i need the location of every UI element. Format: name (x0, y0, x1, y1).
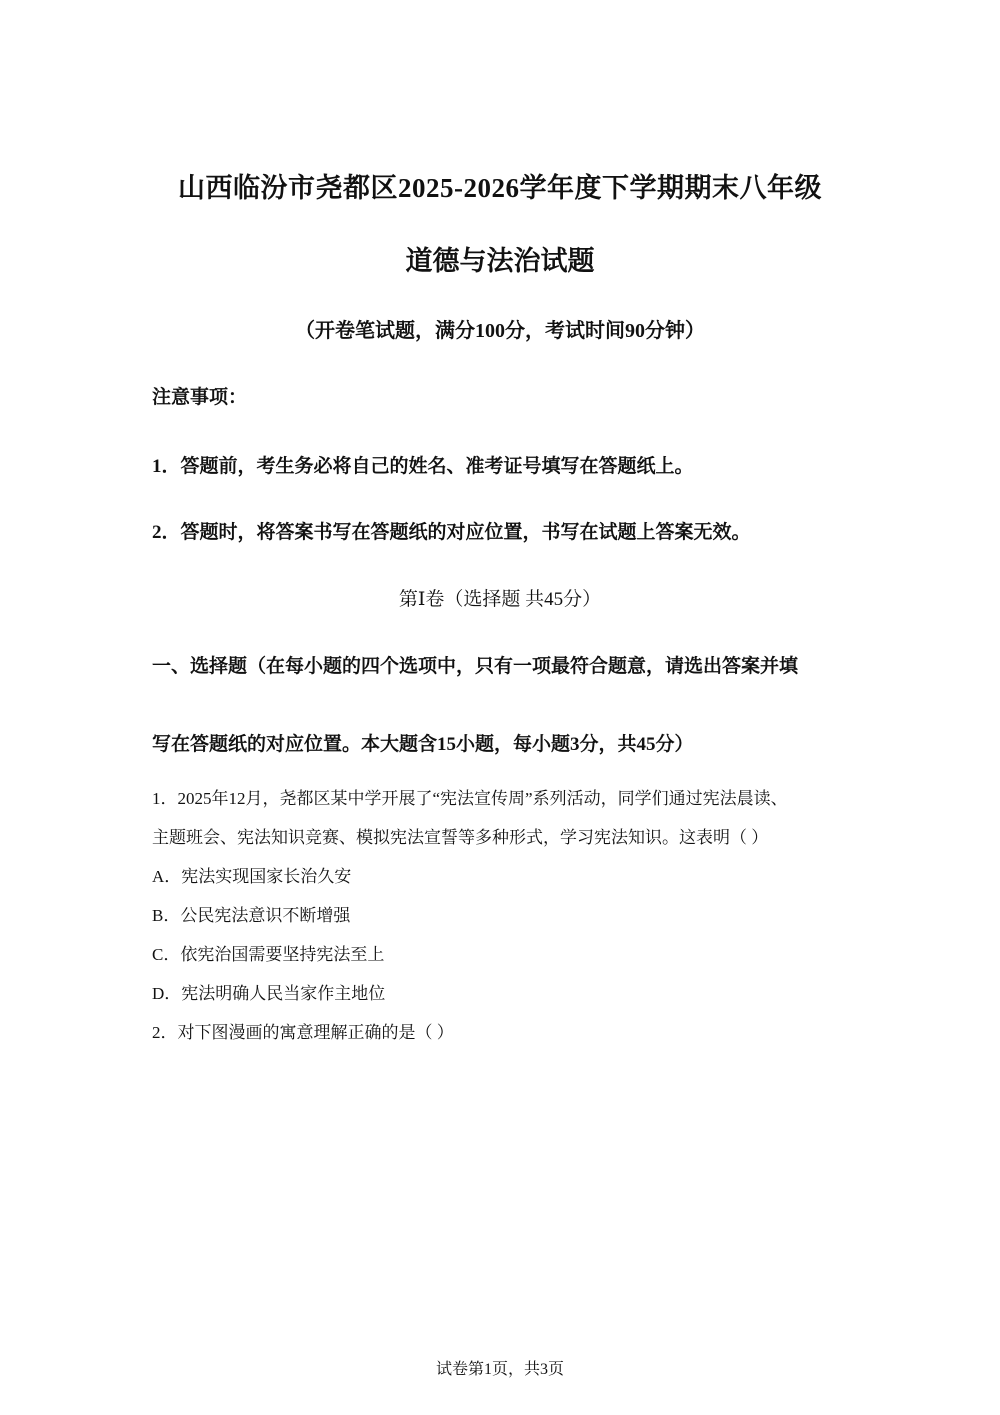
page-footer: 试卷第1页，共3页 (435, 1361, 564, 1378)
part-title: 第Ⅰ卷（选择题 共45分） (398, 589, 602, 610)
exam-title-line1: 山西临汾市尧都区2025-2026学年度下学期期末八年级 (178, 173, 822, 203)
exam-title-line2: 道德与法治试题 (405, 246, 595, 276)
question-1-option-c: C．依宪治国需要坚持宪法至上 (152, 945, 385, 964)
note-item-1: 1．答题前，考生务必将自己的姓名、准考证号填写在答题纸上。 (152, 456, 694, 477)
question-1-stem-line1: 1．2025年12月，尧都区某中学开展了“宪法宣传周”系列活动，同学们通过宪法晨读、 (152, 789, 788, 808)
question-1-option-b: B．公民宪法意识不断增强 (152, 906, 351, 925)
section-instructions-line1: 一、选择题（在每小题的四个选项中，只有一项最符合题意，请选出答案并填 (152, 656, 799, 677)
exam-subtitle: （开卷笔试题，满分100分，考试时间90分钟） (295, 320, 705, 342)
note-item-2: 2．答题时，将答案书写在答题纸的对应位置，书写在试题上答案无效。 (152, 522, 751, 543)
section-instructions-line2: 写在答题纸的对应位置。本大题含15小题，每小题3分，共45分） (152, 734, 694, 755)
notes-heading: 注意事项： (152, 387, 248, 408)
question-1-option-d: D．宪法明确人民当家作主地位 (152, 984, 386, 1003)
question-2-stem: 2．对下图漫画的寓意理解正确的是（ ） (152, 1023, 454, 1042)
question-1-option-a: A．宪法实现国家长治久安 (152, 867, 352, 886)
question-1-stem-line2: 主题班会、宪法知识竞赛、模拟宪法宣誓等多种形式，学习宪法知识。这表明（ ） (152, 828, 769, 847)
